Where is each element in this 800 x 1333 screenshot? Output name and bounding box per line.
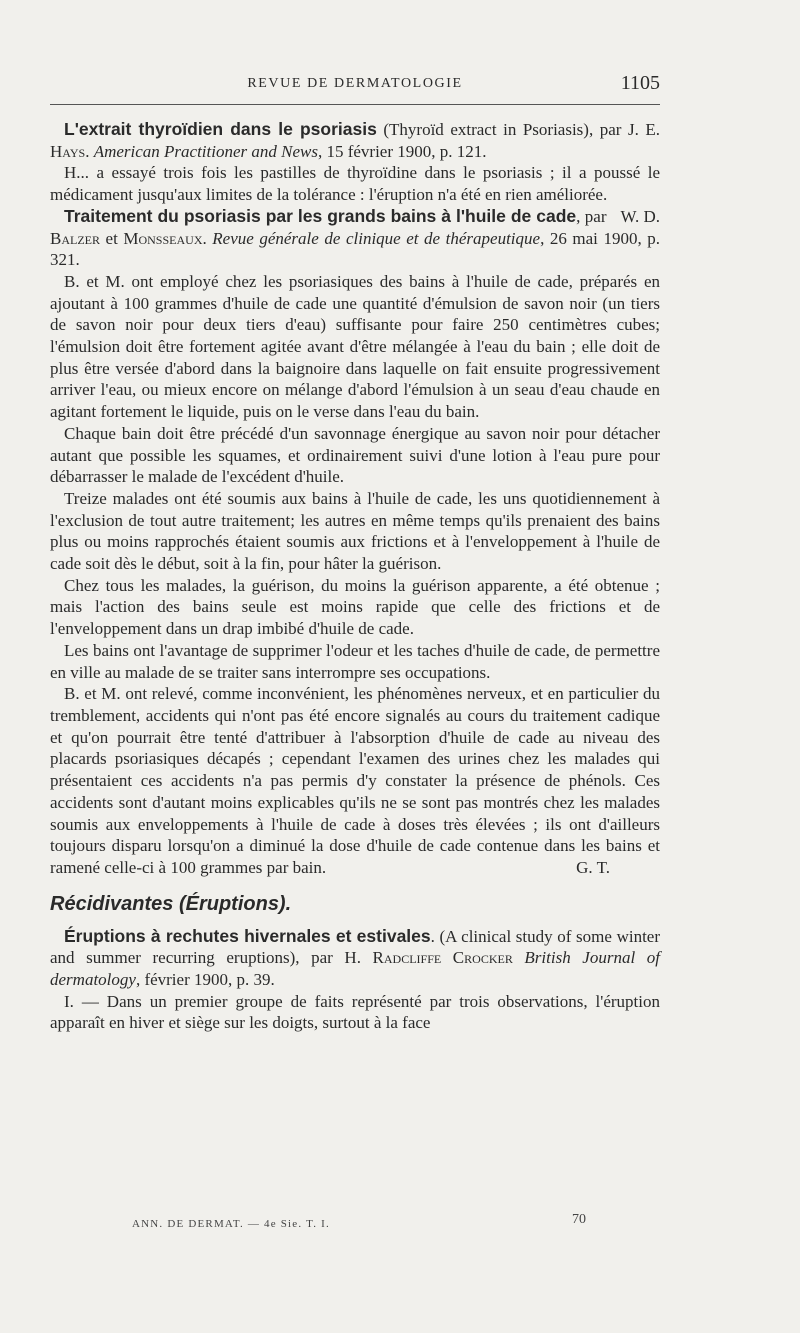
header-rule bbox=[50, 104, 660, 105]
footer-journal-ref: ANN. DE DERMAT. — 4e Sie. T. I. bbox=[132, 1218, 330, 1230]
article-title: Traitement du psoriasis par les grands bains à l'huile de cade bbox=[64, 205, 577, 226]
author-name: Radcliffe Crocker bbox=[372, 948, 513, 968]
page-content bbox=[50, 72, 660, 1034]
article-citation: L'extrait thyroïdien dans le psoriasis (Thyroïd extract in Psoriasis), par J. E. Hays. American Practitioner and News, 15 février 1900, p. 121. bbox=[50, 119, 661, 161]
article-title: L'extrait thyroïdien dans le psoriasis bbox=[64, 119, 377, 139]
journal-name: British Journal of dermatology bbox=[50, 948, 660, 990]
article-paragraph: H... a essayé trois fois les pastilles de thyroïdine dans le psoriasis ; il a poussé le médicament jusqu'aux limites de la tolérance : l'éruption n'a été en rien améliorée. W. D. bbox=[50, 163, 660, 226]
author-name: J. E. Hays bbox=[50, 120, 661, 161]
article-cade-oil-baths bbox=[50, 206, 660, 879]
article-title: Éruptions à rechutes hivernales et estivales bbox=[64, 925, 431, 946]
author-name: Monsseaux bbox=[123, 228, 203, 248]
article-paragraph: Treize malades ont été soumis aux bains à l'huile de cade, les uns quotidiennement à l'exclusion de tout autre traitement; les autres en même temps qu'ils prenaient des bains plus ou moins rapprochés étaient soumis aux frictions et à l'enveloppement à l'huile de cade soit dès le début, soit à la fin, pour hâter la guérison. bbox=[50, 488, 660, 574]
section-heading: Récidivantes (Éruptions). bbox=[50, 892, 292, 915]
signature-mark: 70 bbox=[572, 1212, 586, 1227]
signature: W. D. bbox=[620, 206, 660, 226]
journal-name: American Practitioner and News bbox=[93, 141, 318, 161]
article-paragraph: I. — Dans un premier groupe de faits représenté par trois observations, l'éruption apparaît en hiver et siège sur les doigts, surtout à la face bbox=[50, 991, 660, 1033]
running-head bbox=[50, 72, 660, 98]
article-recurring-eruptions bbox=[50, 926, 660, 1035]
running-title: REVUE DE DERMATOLOGIE bbox=[247, 76, 463, 91]
article-paragraph: B. et M. ont employé chez les psoriasiques des bains à l'huile de cade, préparés en ajoutant à 100 grammes d'huile de cade une quantité d'émulsion de savon noir (un tiers de savon noir pour deux tiers d'eau) suffisante pour faire 250 centimètres cubes; l'émulsion doit être fortement agitée avant d'être mélangée à l'eau du bain ; elle doit de plus être versée d'abord dans la baignoire dans laquelle on fait ensuite progressivement arriver l'eau, ou mieux encore on mélange d'abord l'émulsion à un seau d'eau chaude en agitant fortement le liquide, puis on le verse dans l'eau du bain. bbox=[50, 271, 660, 422]
author-name: Balzer bbox=[50, 228, 100, 248]
article-paragraph: B. et M. ont relevé, comme inconvénient, les phénomènes nerveux, et en particulier du tremblement, accidents qui n'ont pas été encore signalés au cours du traitement cadique et qu'on pourrait être tenté d'attribuer à l'absorption d'huile de cade au niveau des placards psoriasiques décapés ; cependant l'examen des urines chez les malades qui présentaient ces accidents n'a pas permis d'y constater la présence de phénols. Ces accidents sont d'autant moins explicables qu'ils ne se sont pas montrés chez les malades soumis aux enveloppements à l'huile de cade à doses très élevées ; ils ont d'ailleurs toujours disparu lorsqu'on a diminué la dose d'huile de cade contenue dans les bains et ramené celle-ci à 100 grammes par bain. G. T. bbox=[50, 684, 660, 877]
article-paragraph: Les bains ont l'avantage de supprimer l'odeur et les taches d'huile de cade, de permettre en ville au malade de se traiter sans interrompre ses occupations. bbox=[50, 640, 660, 682]
journal-name: Revue générale de clinique et de thérapeutique bbox=[212, 228, 541, 248]
article-citation: Éruptions à rechutes hivernales et estivales. (A clinical study of some winter and summer recurring eruptions), par H. Radcliffe Crocker British Journal of dermatology, février 1900, p. 39. bbox=[50, 925, 661, 990]
article-paragraph: Chez tous les malades, la guérison, du moins la guérison apparente, a été obtenue ; mais l'action des bains seule est moins rapide que celle des frictions et de l'enveloppement dans un drap imbibé d'huile de cade. bbox=[50, 575, 660, 639]
signature: G. T. bbox=[576, 857, 610, 877]
article-paragraph: Chaque bain doit être précédé d'un savonnage énergique au savon noir pour détacher autant que possible les squames, et ordinairement suivi d'une lotion à l'eau pure pour débarrasser le malade de l'excédent d'huile. bbox=[50, 423, 660, 487]
article-citation: Traitement du psoriasis par les grands bains à l'huile de cade, par Balzer et Monsseaux. Revue générale de clinique et de thérapeutique, 26 mai 1900, p. 321. bbox=[50, 205, 660, 270]
page-number: 1105 bbox=[620, 72, 660, 94]
